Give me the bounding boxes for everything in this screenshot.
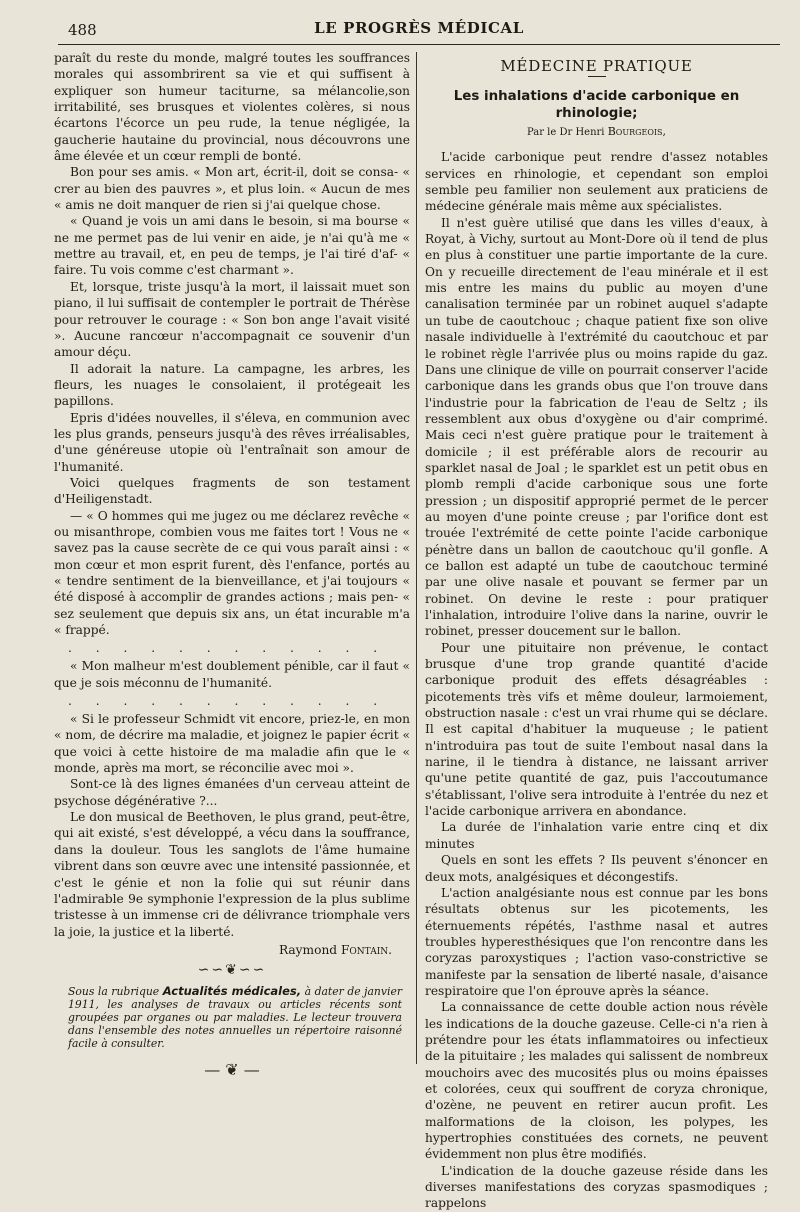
left-column (54, 50, 410, 1078)
left-paragraph: Bon pour ses amis. « Mon art, écrit-il, doit se consa- « crer au bien des pauvres », et plus loin. « Aucun de mes « amis ne doit manquer de rien si j'ai quelque chose. (54, 165, 410, 213)
right-paragraph: L'acide carbonique peut rendre d'assez notables services en rhinologie, et cependant son emploi semble peu familier non seulement aux praticiens de médecine générale mais même aux spécialistes. (425, 150, 768, 214)
right-paragraph: Pour une pituitaire non prévenue, le contact brusque d'une trop grande quantité d'acide carbonique produit des effets désagréables : picotements très vifs et même douleur, larmoiement, obstruction nasale : c'est un vrai rhume qui se déclare. Il est capital d'habituer la muqueuse ; le patient n'introduira pas tout de suite l'embout nasal dans la narine, il le tiendra à distance, ne laissant arriver qu'une petite quantité de gaz, puis l'accoutumance s'établissant, l'olive sera introduite à l'entrée du nez et l'acide carbonique arrivera en abondance. (425, 640, 768, 819)
editorial-note (68, 985, 402, 1050)
left-paragraph: — « O hommes qui me jugez ou me déclarez revêche « ou misanthrope, combien vous me faites tort ! Vous ne « savez pas la cause secrète de ce qui vous paraît ainsi : « mon cœur et mon esprit furent, dès l'enfance, portés au « tendre sentiment de la bienveillance, et j'ai toujours « été disposé à accomplir de grandes actions ; mais pen- « sez seulement que depuis six ans, un état incurable m'a « frappé. (54, 508, 410, 638)
page-header (58, 18, 780, 45)
right-paragraph: Il n'est guère utilisé que dans les villes d'eaux, à Royat, à Vichy, surtout au Mont-Dore où il tend de plus en plus à constituer une partie importante de la cure. On y recueille directement de l'eau minérale et il est mis entre les mains du public au moyen d'une canalisation terminée par un robinet auquel s'adapte un tube de caoutchouc ; chaque patient fixe son olive nasale individuelle à l'extrémité du caoutchouc et par le robinet règle l'arrivée plus ou moins rapide du gaz. Dans une clinique de ville on pourrait conserver l'acide carbonique dans les grands obus que l'on trouve dans l'industrie pour la fabrication de l'eau de Seltz ; ils ressemblent aux obus d'oxygène ou d'air comprimé. Mais ceci n'est guère pratique pour le traitement à domicile ; il est préférable alors de recourir au sparklet nasal de Joal ; le sparklet est un petit obus en plomb rempli d'acide carbonique sous une forte pression ; un dispositif approprié permet de le percer au moyen d'une pointe creuse ; par l'orifice dont est trouée l'extrémité de cette pointe l'acide carbonique pénètre dans un ballon de caoutchouc qu'il gonfle. A ce ballon est adapté un tube de caoutchouc terminé par une olive nasale et pouvant se fermer par un robinet. On devine le reste : pour pratiquer l'inhalation, introduire l'olive dans la narine, ouvrir le robinet, presser doucement sur le ballon. (425, 215, 768, 639)
left-paragraph: Il adorait la nature. La campagne, les arbres, les fleurs, les nuages le consolaient, il protégeait les papillons. (54, 361, 410, 409)
byline-prefix: Par le Dr Henri (526, 127, 605, 139)
left-paragraph: Epris d'idées nouvelles, il s'éleva, en communion avec les plus grands, penseurs jusqu'à des rêves irréalisables, d'une généreuse utopie où l'entraînait son amour de l'humanité. (54, 410, 410, 474)
left-paragraph: « Si le professeur Schmidt vit encore, priez-le, en mon « nom, de décrire ma maladie, et joignez le papier écrit « que voici à cette histoire de ma maladie afin que le « monde, après ma mort, se réconcilie avec moi ». (54, 712, 410, 776)
left-paragraph: paraît du reste du monde, malgré toutes les souffrances morales qui assombrirent sa vie et qui suffisent à expliquer son humeur taciturne, sa mélancolie,son irritabilité, ses brusques et violentes colères, si nous écartons l'écorce un peu rude, la tenue négligée, la gaucherie hautaine du provincial, nous découvrons une âme élevée et un cœur rempli de bonté. (54, 51, 410, 164)
article-title: Les inhalations d'acide carbonique en rhinologie; (453, 89, 740, 121)
note-prefix: Sous la rubrique (68, 984, 160, 998)
left-paragraph: Et, lorsque, triste jusqu'à la mort, il laissait muet son piano, il lui suffisait de contempler le portrait de Thérèse pour retrouver le courage : « Son bon ange l'avait visité ». Aucune rancœur n'accompagnait ce souvenir d'un amour déçu. (54, 279, 410, 360)
rubric-rule (588, 76, 606, 79)
page-number: 488 (68, 21, 97, 39)
article-byline (425, 124, 768, 141)
ornament-divider: ∽∽❦∽∽ (197, 962, 267, 979)
ornament-end: — ❦ — (204, 1059, 260, 1079)
note-rubric: Actualités médicales, (162, 983, 302, 998)
rubric-heading: MÉDECINE PRATIQUE (500, 57, 693, 75)
left-paragraph: Le don musical de Beethoven, le plus grand, peut-être, qui ait existé, s'est développé, a vécu dans la souffrance, dans la douleur. Tous les sanglots de l'âme humaine vibrent dans son œuvre avec une intensité passionnée, et c'est le génie et non la folie qui sut réunir dans l'admirable 9e symphonie l'expression de la plus sublime tristesse à un immense cri de délivrance triomphale vers la joie, la justice et la liberté. (54, 810, 410, 939)
left-paragraph: Sont-ce là des lignes émanées d'un cerveau atteint de psychose dégénérative ?... (54, 777, 410, 808)
signature-last-name: Fontain. (340, 942, 392, 957)
note-body: à dater de janvier 1911, les analyses de travaux ou articles récents sont groupées par organes ou par maladies. Le lecteur trouvera dans l'ensemble des notes annuelles un répertoire raisonné facile à consulter. (68, 984, 402, 1050)
right-paragraph: La connaissance de cette double action nous révèle les indications de la douche gazeuse. Celle-ci n'a rien à prétendre pour les états inflammatoires ou infectieux de la pituitaire ; les malades qui salissent de nombreux mouchoirs avec des mucosités plus ou moins épaisses et colorées, ceux qui souffrent de coryza chronique, d'ozène, ne peuvent en retirer aucun profit. Les malformations de la cloison, les polypes, les hypertrophies constituées des cornets, ne peuvent évidemment non plus être modifiés. (425, 1000, 768, 1162)
right-column (425, 50, 768, 1212)
column-divider (416, 52, 417, 1064)
journal-title: LE PROGRÈS MÉDICAL (314, 19, 524, 37)
left-quote: « Mon malheur m'est doublement pénible, car il faut « que je sois méconnu de l'humanité. (54, 659, 410, 690)
ellipsis-dots: . . . . . . . . . . . . (68, 641, 388, 656)
left-paragraph: Voici quelques fragments de son testament d'Heiligenstadt. (54, 475, 410, 507)
signature-first-name: Raymond (278, 942, 338, 957)
right-paragraph: L'indication de la douche gazeuse réside dans les diverses manifestations des coryzas spasmodiques ; rappelons (425, 1163, 768, 1211)
byline-author: Bourgeois, (607, 125, 667, 139)
ellipsis-dots: . . . . . . . . . . . . (68, 694, 388, 709)
signature (54, 942, 410, 958)
left-paragraph: « Quand je vois un ami dans le besoin, si ma bourse « ne me permet pas de lui venir en aide, je n'ai qu'à me « mettre au travail, et, en peu de temps, je l'ai tiré d'af- « faire. Tu vois comme c'est charmant ». (54, 214, 410, 278)
right-paragraph: Quels en sont les effets ? Ils peuvent s'énoncer en deux mots, analgésiques et décongestifs. (425, 853, 768, 884)
right-paragraph: La durée de l'inhalation varie entre cinq et dix minutes (425, 820, 768, 851)
right-paragraph: L'action analgésiante nous est connue par les bons résultats obtenus sur les picotements, les éternuements répétés, l'asthme nasal et autres troubles hyperesthésiques que l'on rencontre dans les coryzas paroxystiques ; l'action vaso-constrictive se manifeste par la sensation de liberté nasale, d'aisance respiratoire que l'on éprouve après la séance. (425, 885, 768, 998)
